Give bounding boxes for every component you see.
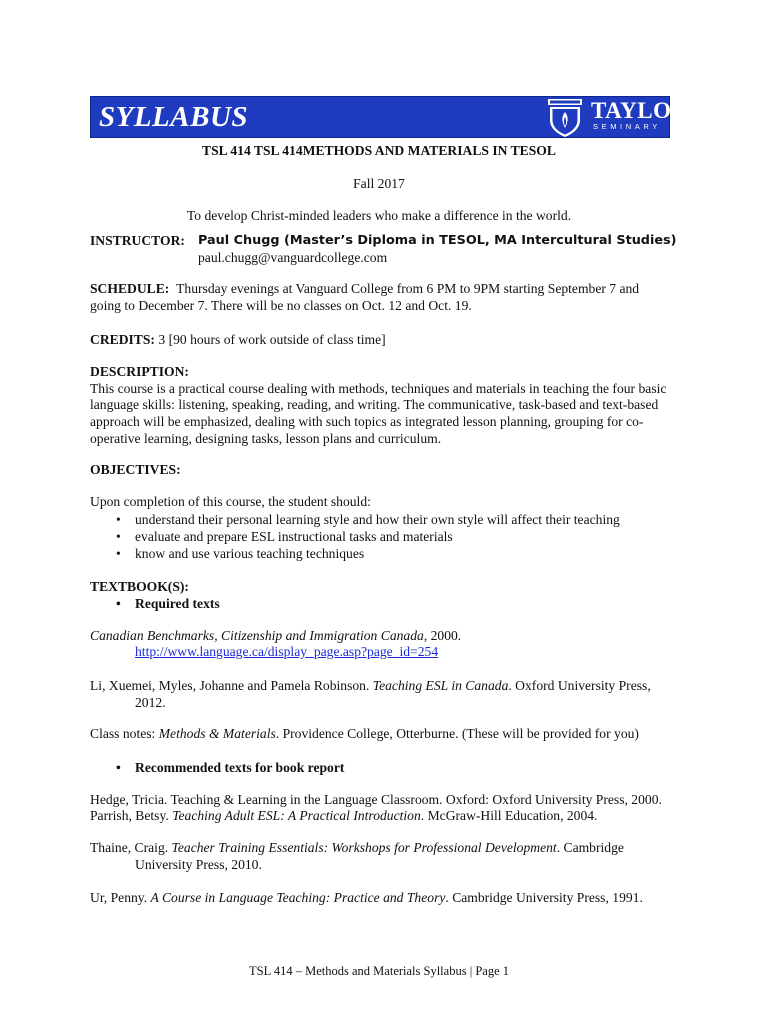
recommended-ref-4 (90, 889, 643, 906)
required-texts-label: Required texts (135, 596, 220, 611)
required-ref-3 (90, 725, 639, 742)
ref-title: Teacher Training Essentials: Workshops for Professional Development (171, 840, 557, 855)
ref-title: Canadian Benchmarks, Citizenship and Immigration Canada (90, 628, 424, 643)
ref-authors: Thaine, Craig. (90, 840, 172, 855)
objectives-intro: Upon completion of this course, the student should: (90, 494, 371, 509)
objectives-label: OBJECTIVES: (90, 462, 181, 477)
ref-authors: Ur, Penny. (90, 890, 151, 905)
bullet-icon: • (116, 529, 121, 544)
required-ref-1 (90, 627, 461, 644)
course-term: Fall 2017 (353, 176, 405, 191)
ref-details: . Cambridge (556, 840, 624, 855)
recommended-texts-label: Recommended texts for book report (135, 760, 345, 775)
description-label: DESCRIPTION: (90, 364, 189, 379)
ref-details: . Providence College, Otterburne. (These will be provided for you) (275, 726, 639, 741)
objective-item: know and use various teaching techniques (135, 546, 365, 561)
ref-prefix: Class notes: (90, 726, 159, 741)
logo-subtitle: SEMINARY (593, 122, 661, 131)
recommended-ref-1: Hedge, Tricia. Teaching & Learning in the Language Classroom. Oxford: Oxford University Press, 2000. (90, 792, 662, 807)
course-motto: To develop Christ-minded leaders who make a difference in the world. (186, 208, 572, 223)
description-line: approach will be emphasized, dealing with such topics as integrated lesson planning, grouping for co- (90, 414, 644, 429)
bullet-icon: • (116, 596, 121, 611)
schedule-line-2: going to December 7. There will be no classes on Oct. 12 and Oct. 19. (90, 298, 472, 313)
textbooks-label: TEXTBOOK(S): (90, 579, 189, 594)
required-ref-2 (90, 677, 651, 694)
header-banner (90, 96, 689, 138)
ref-details: . Cambridge University Press, 1991. (445, 890, 643, 905)
schedule-label: SCHEDULE: (90, 281, 170, 296)
recommended-ref-3-line-2: University Press, 2010. (135, 857, 262, 872)
required-ref-2-year: 2012. (135, 695, 166, 710)
bullet-icon: • (116, 760, 121, 775)
instructor-email: paul.chugg@vanguardcollege.com (198, 250, 388, 265)
ref-details: . Oxford University Press, (508, 678, 651, 693)
course-title: TSL 414 TSL 414METHODS AND MATERIALS IN TESOL (202, 143, 556, 158)
objective-item: understand their personal learning style and how their own style will affect their teaching (135, 512, 620, 527)
credits-text: 3 [90 hours of work outside of class time] (158, 332, 386, 347)
ref-authors: Li, Xuemei, Myles, Johanne and Pamela Robinson. (90, 678, 373, 693)
credits-label: CREDITS: (90, 332, 155, 347)
schedule-text: Thursday evenings at Vanguard College from 6 PM to 9PM starting September 7 and (176, 281, 640, 296)
instructor-label: INSTRUCTOR: (90, 233, 185, 248)
credits-line (90, 331, 386, 348)
ref-authors: Parrish, Betsy. (90, 808, 173, 823)
page-title: SYLLABUS (99, 101, 249, 133)
objective-item: evaluate and prepare ESL instructional tasks and materials (135, 529, 453, 544)
schedule-line-1 (90, 280, 639, 297)
seminary-shield-icon (545, 98, 585, 138)
instructor-name: Paul Chugg (Master’s Diploma in TESOL, MA Intercultural Studies) (198, 233, 677, 248)
recommended-ref-2 (90, 807, 597, 824)
ref-title: Methods & Materials (158, 726, 276, 741)
ref-title: Teaching Adult ESL: A Practical Introduction (172, 808, 421, 823)
description-line: This course is a practical course dealing with methods, techniques and materials in teaching the four basic (90, 381, 667, 396)
bullet-icon: • (116, 512, 121, 527)
ref-title: A Course in Language Teaching: Practice and Theory (150, 890, 446, 905)
recommended-ref-3 (90, 839, 624, 856)
logo-name: TAYLOR (591, 98, 689, 123)
description-line: language skills: listening, speaking, reading, and writing. The communicative, task-based and text-based (90, 397, 659, 412)
benchmarks-link[interactable]: http://www.language.ca/display_page.asp?page_id=254 (135, 644, 439, 659)
ref-details: . McGraw-Hill Education, 2004. (420, 808, 598, 823)
ref-title: Teaching ESL in Canada (372, 678, 509, 693)
description-line: operative learning, designing tasks, lesson plans and curriculum. (90, 431, 442, 446)
bullet-icon: • (116, 546, 121, 561)
ref-details: , 2000. (423, 628, 462, 643)
page-footer: TSL 414 – Methods and Materials Syllabus | Page 1 (249, 964, 509, 978)
